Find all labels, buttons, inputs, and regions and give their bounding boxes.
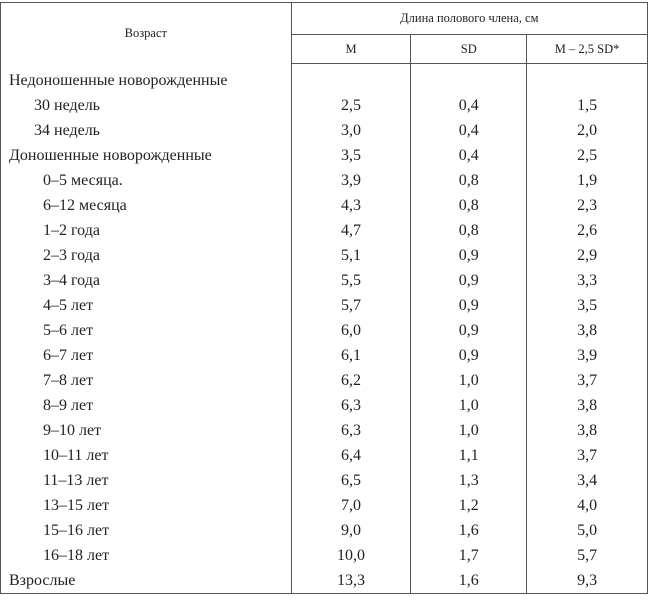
table-row — [1, 568, 648, 594]
limit-cell: 3,4 — [527, 468, 648, 493]
table-row — [1, 64, 648, 94]
sd-cell: 1,0 — [411, 368, 527, 393]
age-cell: 4–5 лет — [1, 293, 292, 318]
sd-column-header: SD — [411, 35, 527, 64]
sd-cell: 1,0 — [411, 418, 527, 443]
limit-cell: 3,8 — [527, 393, 648, 418]
table-row — [1, 468, 648, 493]
mean-cell: 6,4 — [291, 443, 411, 468]
mean-cell: 9,0 — [291, 518, 411, 543]
limit-cell: 2,9 — [527, 243, 648, 268]
sd-cell: 0,8 — [411, 168, 527, 193]
sd-cell: 0,9 — [411, 293, 527, 318]
table-row — [1, 143, 648, 168]
mean-cell: 4,3 — [291, 193, 411, 218]
limit-cell: 2,6 — [527, 218, 648, 243]
table-row — [1, 518, 648, 543]
mean-cell: 6,0 — [291, 318, 411, 343]
age-cell: 34 недель — [1, 118, 292, 143]
limit-cell: 4,0 — [527, 493, 648, 518]
sd-cell: 1,1 — [411, 443, 527, 468]
sd-cell: 1,0 — [411, 393, 527, 418]
sd-cell — [411, 64, 527, 94]
age-cell: Доношенные новорожденные — [1, 143, 292, 168]
mean-cell: 5,5 — [291, 268, 411, 293]
limit-cell: 3,9 — [527, 343, 648, 368]
table-row — [1, 193, 648, 218]
sd-cell: 0,4 — [411, 93, 527, 118]
age-cell: 11–13 лет — [1, 468, 292, 493]
age-cell: 10–11 лет — [1, 443, 292, 468]
age-cell: 3–4 года — [1, 268, 292, 293]
limit-cell: 3,3 — [527, 268, 648, 293]
age-cell: 16–18 лет — [1, 543, 292, 568]
length-group-header: Длина полового члена, см — [291, 3, 647, 35]
limit-cell: 3,8 — [527, 418, 648, 443]
table-row — [1, 368, 648, 393]
age-cell: 13–15 лет — [1, 493, 292, 518]
age-cell: 7–8 лет — [1, 368, 292, 393]
mean-cell: 7,0 — [291, 493, 411, 518]
sd-cell: 0,9 — [411, 318, 527, 343]
table-row — [1, 218, 648, 243]
limit-cell: 2,5 — [527, 143, 648, 168]
age-cell: 2–3 года — [1, 243, 292, 268]
penis-length-table — [0, 2, 648, 594]
limit-cell: 3,5 — [527, 293, 648, 318]
limit-cell: 2,0 — [527, 118, 648, 143]
limit-cell: 2,3 — [527, 193, 648, 218]
table-row — [1, 543, 648, 568]
mean-cell: 3,9 — [291, 168, 411, 193]
table-row — [1, 418, 648, 443]
table-row — [1, 343, 648, 368]
sd-cell: 1,3 — [411, 468, 527, 493]
table-body — [1, 64, 648, 594]
limit-cell: 5,0 — [527, 518, 648, 543]
limit-cell — [527, 64, 648, 94]
table-row — [1, 443, 648, 468]
mean-cell: 2,5 — [291, 93, 411, 118]
age-cell: 5–6 лет — [1, 318, 292, 343]
sd-cell: 0,9 — [411, 268, 527, 293]
limit-cell: 5,7 — [527, 543, 648, 568]
sd-cell: 1,6 — [411, 518, 527, 543]
sd-cell: 0,9 — [411, 243, 527, 268]
mean-cell: 6,2 — [291, 368, 411, 393]
mean-column-header: M — [291, 35, 411, 64]
age-cell: 8–9 лет — [1, 393, 292, 418]
limit-cell: 3,7 — [527, 368, 648, 393]
mean-cell: 5,7 — [291, 293, 411, 318]
limit-cell: 3,8 — [527, 318, 648, 343]
age-column-header: Возраст — [1, 3, 292, 64]
mean-cell: 3,0 — [291, 118, 411, 143]
limit-cell: 1,9 — [527, 168, 648, 193]
table-row — [1, 118, 648, 143]
age-cell: 6–12 месяца — [1, 193, 292, 218]
mean-cell: 13,3 — [291, 568, 411, 594]
sd-cell: 0,8 — [411, 193, 527, 218]
table-row — [1, 268, 648, 293]
table-row — [1, 168, 648, 193]
age-cell: Недоношенные новорожденные — [1, 64, 292, 94]
age-cell: 9–10 лет — [1, 418, 292, 443]
mean-cell: 6,1 — [291, 343, 411, 368]
table-row — [1, 243, 648, 268]
age-cell: 30 недель — [1, 93, 292, 118]
mean-cell: 4,7 — [291, 218, 411, 243]
table-row — [1, 318, 648, 343]
sd-cell: 0,9 — [411, 343, 527, 368]
mean-cell: 10,0 — [291, 543, 411, 568]
sd-cell: 0,4 — [411, 118, 527, 143]
age-cell: 15–16 лет — [1, 518, 292, 543]
mean-cell — [291, 64, 411, 94]
limit-cell: 9,3 — [527, 568, 648, 594]
mean-cell: 3,5 — [291, 143, 411, 168]
sd-cell: 0,4 — [411, 143, 527, 168]
table-row — [1, 293, 648, 318]
age-cell: 6–7 лет — [1, 343, 292, 368]
age-cell: 0–5 месяца. — [1, 168, 292, 193]
mean-cell: 6,3 — [291, 418, 411, 443]
limit-column-header: M – 2,5 SD* — [527, 35, 648, 64]
sd-cell: 1,2 — [411, 493, 527, 518]
table-header — [1, 3, 648, 64]
mean-cell: 6,3 — [291, 393, 411, 418]
limit-cell: 1,5 — [527, 93, 648, 118]
table-row — [1, 93, 648, 118]
age-cell: 1–2 года — [1, 218, 292, 243]
sd-cell: 0,8 — [411, 218, 527, 243]
age-cell: Взрослые — [1, 568, 292, 594]
sd-cell: 1,7 — [411, 543, 527, 568]
sd-cell: 1,6 — [411, 568, 527, 594]
limit-cell: 3,7 — [527, 443, 648, 468]
mean-cell: 6,5 — [291, 468, 411, 493]
table-row — [1, 493, 648, 518]
mean-cell: 5,1 — [291, 243, 411, 268]
table-row — [1, 393, 648, 418]
